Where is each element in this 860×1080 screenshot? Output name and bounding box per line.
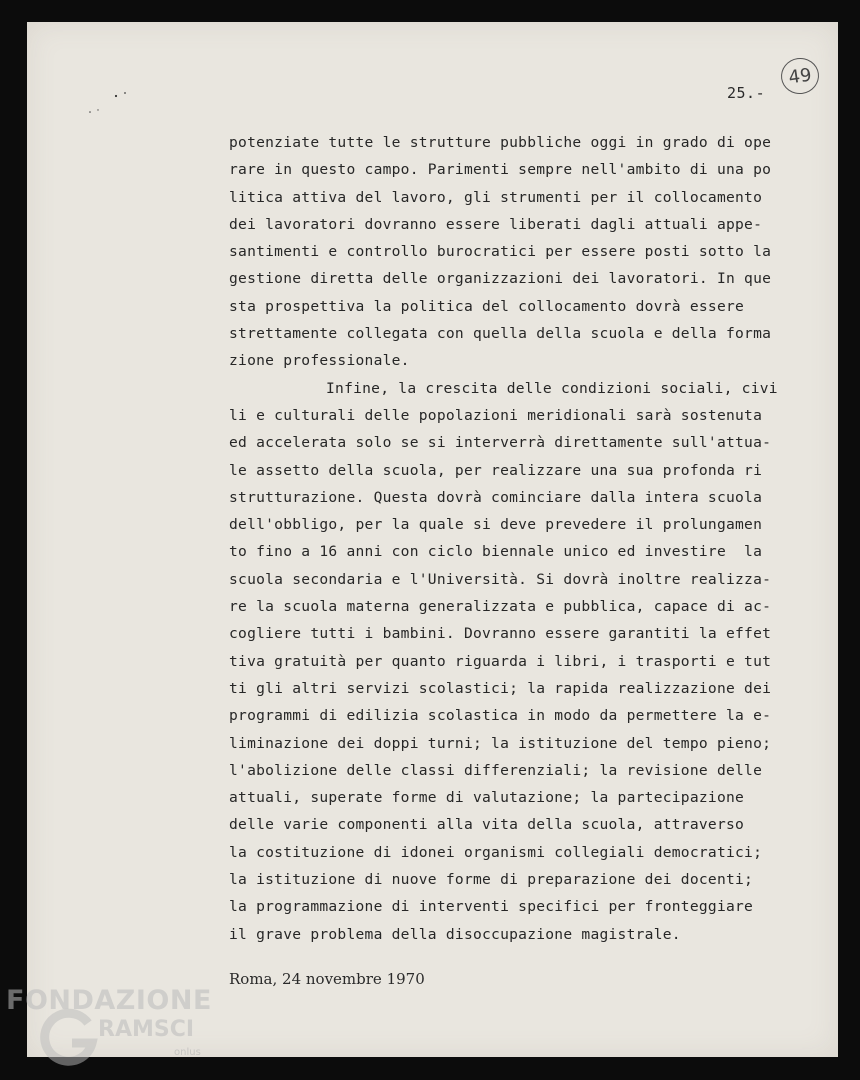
document-page: [27, 22, 838, 1057]
text-line: to fino a 16 anni con ciclo biennale unico ed investire la: [229, 543, 763, 561]
text-line: la programmazione di interventi specifici per fronteggiare: [229, 898, 754, 916]
text-line: zione professionale.: [229, 352, 410, 370]
text-line: dei lavoratori dovranno essere liberati dagli attuali appe-: [229, 215, 763, 233]
text-line: programmi di edilizia scolastica in modo da permettere la e-: [229, 707, 772, 725]
text-line: la istituzione di nuove forme di preparazione dei docenti;: [229, 871, 754, 889]
text-line: attuali, superate forme di valutazione; la partecipazione: [229, 789, 745, 807]
text-line: dell'obbligo, per la quale si deve prevedere il prolungamen: [229, 516, 763, 534]
text-line: santimenti e controllo burocratici per essere posti sotto la: [229, 243, 772, 261]
text-line: re la scuola materna generalizzata e pubblica, capace di ac-: [229, 598, 772, 616]
watermark-onlus: onlus: [174, 1047, 201, 1058]
text-line: le assetto della scuola, per realizzare una sua profonda ri: [229, 461, 763, 479]
paper-specks: [87, 90, 137, 120]
gramsci-g-logo-icon: [36, 1005, 102, 1071]
fondazione-gramsci-watermark: [6, 985, 212, 1058]
watermark-title: FONDAZIONE: [6, 985, 212, 1016]
page-number: 25.-: [727, 84, 766, 102]
text-line: il grave problema della disoccupazione magistrale.: [229, 925, 681, 943]
archive-stamp-number: 49: [779, 56, 822, 97]
text-line: sta prospettiva la politica del collocamento dovrà essere: [229, 297, 745, 315]
text-line: la costituzione di idonei organismi collegiali democratici;: [229, 843, 763, 861]
text-line: l'abolizione delle classi differenziali; la revisione delle: [229, 761, 763, 779]
text-line: cogliere tutti i bambini. Dovranno essere garantiti la effet: [229, 625, 772, 643]
text-line: li e culturali delle popolazioni meridionali sarà sostenuta: [229, 406, 763, 424]
text-line: litica attiva del lavoro, gli strumenti per il collocamento: [229, 188, 763, 206]
text-line: strettamente collegata con quella della scuola e della forma: [229, 325, 772, 343]
text-line: potenziate tutte le strutture pubbliche oggi in grado di ope: [229, 134, 772, 151]
text-line: liminazione dei doppi turni; la istituzione del tempo pieno;: [229, 734, 772, 752]
text-line: tiva gratuità per quanto riguarda i libri, i trasporti e tut: [229, 652, 772, 670]
paragraph-start-line: Infine, la crescita delle condizioni sociali, civi: [326, 379, 778, 397]
text-line: strutturazione. Questa dovrà cominciare dalla intera scuola: [229, 488, 763, 506]
text-line: scuola secondaria e l'Università. Si dovrà inoltre realizza-: [229, 570, 772, 588]
place-date-signature: Roma, 24 novembre 1970: [229, 970, 425, 988]
text-line: ti gli altri servizi scolastici; la rapida realizzazione dei: [229, 679, 772, 697]
watermark-subtitle: RAMSCI: [98, 1017, 195, 1042]
text-line: ed accelerata solo se si interverrà direttamente sull'attua-: [229, 434, 772, 452]
text-line: gestione diretta delle organizzazioni dei lavoratori. In que: [229, 270, 772, 288]
text-line: rare in questo campo. Parimenti sempre nell'ambito di una po: [229, 161, 772, 179]
text-line: delle varie componenti alla vita della scuola, attraverso: [229, 816, 745, 834]
document-body: [229, 129, 809, 948]
